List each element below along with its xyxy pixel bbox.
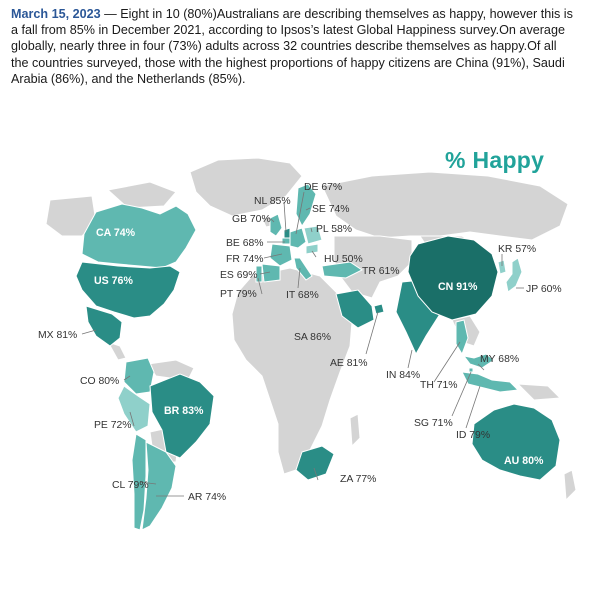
label-sg: SG 71% <box>414 418 453 429</box>
label-au: AU 80% <box>504 455 544 467</box>
label-fr: FR 74% <box>226 254 264 265</box>
label-co: CO 80% <box>80 376 120 387</box>
label-pl: PL 58% <box>316 224 353 235</box>
label-tr: TR 61% <box>362 266 400 277</box>
label-ae: AE 81% <box>330 358 368 369</box>
label-sa: SA 86% <box>294 332 331 343</box>
label-jp: JP 60% <box>526 284 562 295</box>
label-pt: PT 79% <box>220 289 257 300</box>
label-cn: CN 91% <box>438 281 478 293</box>
country-au <box>472 404 560 480</box>
papua <box>518 384 560 400</box>
label-mx: MX 81% <box>38 330 78 341</box>
label-pe: PE 72% <box>94 420 132 431</box>
label-id: ID 79% <box>456 430 491 441</box>
label-us: US 76% <box>94 275 133 287</box>
greenland <box>190 158 302 216</box>
country-jp <box>506 258 522 292</box>
label-se: SE 74% <box>312 204 350 215</box>
map-title: % Happy <box>445 147 545 173</box>
label-in: IN 84% <box>386 370 421 381</box>
madagascar <box>350 414 360 446</box>
new-zealand <box>564 470 576 500</box>
label-za: ZA 77% <box>340 474 377 485</box>
leader-sg <box>452 372 471 416</box>
country-be <box>282 238 290 244</box>
label-kr: KR 57% <box>498 244 537 255</box>
label-ca: CA 74% <box>96 227 136 239</box>
country-id <box>462 372 518 392</box>
arctic-islands <box>108 182 176 208</box>
country-de <box>290 228 306 248</box>
eurasia-north <box>322 172 568 240</box>
label-my: MY 68% <box>480 354 520 365</box>
country-hu <box>306 244 318 254</box>
label-ar: AR 74% <box>188 492 227 503</box>
label-gb: GB 70% <box>232 214 271 225</box>
label-th: TH 71% <box>420 380 458 391</box>
label-cl: CL 79% <box>112 480 149 491</box>
country-ae <box>374 304 384 314</box>
country-nl <box>284 228 290 238</box>
label-es: ES 69% <box>220 270 258 281</box>
label-de: DE 67% <box>304 182 343 193</box>
country-fr <box>270 244 292 266</box>
label-be: BE 68% <box>226 238 264 249</box>
leader-th <box>434 342 460 382</box>
country-sg <box>469 368 473 372</box>
label-nl: NL 85% <box>254 196 291 207</box>
label-hu: HU 50% <box>324 254 363 265</box>
leader-in <box>408 350 412 368</box>
intro-text: — Eight in 10 (80%)Australians are describing themselves as happy, however this is a fall from 85% in December 2021, according to Ipsos’s latest Global Happiness survey.On average globally, nearly three in four (73%) adults across 32 countries describe themselves as happy.Of all the countries surveyed, those with the highest proportions of happy citizens are China (91%), Saudi Arabia (86%), and the Netherlands (85%). <box>11 7 573 86</box>
label-br: BR 83% <box>164 405 204 417</box>
label-it: IT 68% <box>286 290 319 301</box>
country-gb <box>270 214 282 236</box>
article-date: March 15, 2023 <box>11 7 101 21</box>
